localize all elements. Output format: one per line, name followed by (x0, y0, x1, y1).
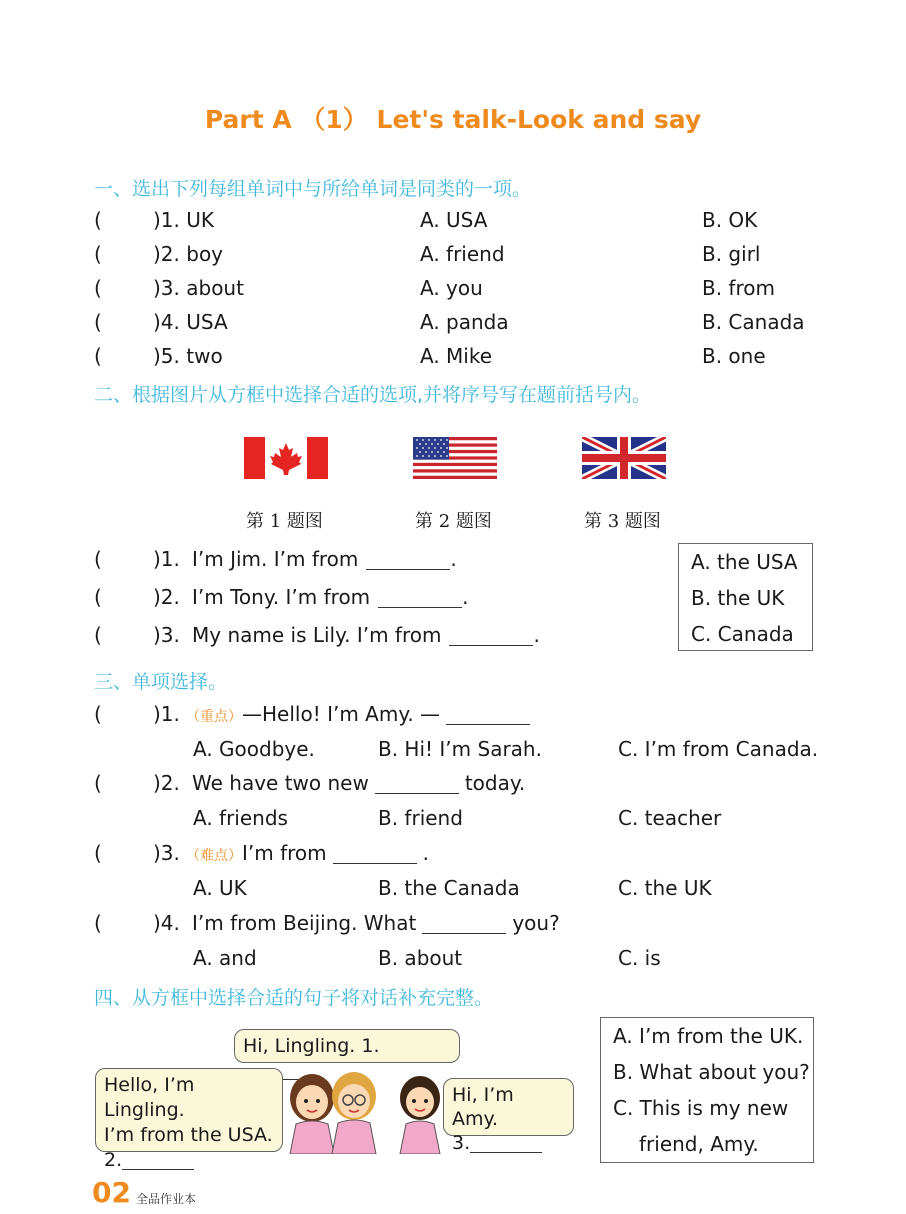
s3-question (186, 700, 536, 731)
s3-option-a: A. friends (193, 806, 288, 830)
answer-paren-open[interactable]: ( (94, 623, 102, 647)
s1-option-a: A. panda (420, 310, 509, 334)
s2-row (0, 583, 670, 611)
canada-flag-icon (244, 437, 328, 479)
s2-question-text: My name is Lily. I’m from (192, 623, 442, 647)
s2-question (192, 545, 457, 573)
s1-option-b: B. girl (702, 242, 761, 266)
s3-option-c: C. teacher (618, 806, 722, 830)
s2-question-text: I’m Tony. I’m from (192, 585, 371, 609)
s3-question-row (0, 839, 906, 867)
s3-options-row (0, 735, 906, 763)
bubble-left-line-2: I’m from the USA. (104, 1124, 273, 1146)
answer-paren-open[interactable]: ( (94, 208, 102, 232)
answer-paren-open[interactable]: ( (94, 702, 102, 726)
section-3-heading: 三、单项选择。 (94, 671, 228, 693)
s3-options-row (0, 944, 906, 972)
answer-blank[interactable] (422, 932, 506, 934)
s1-option-b: B. from (702, 276, 775, 300)
section-4-options-box (600, 1017, 814, 1163)
s3-option-b: B. friend (378, 806, 463, 830)
difficulty-tag: （难点） (186, 848, 242, 864)
flag-caption-3: 第 3 题图 (584, 511, 661, 532)
answer-blank-2[interactable] (122, 1168, 194, 1170)
s3-options-row (0, 804, 906, 832)
speech-bubble-top (234, 1029, 460, 1063)
speech-bubble-left (95, 1068, 283, 1171)
s1-option-a: A. you (420, 276, 483, 300)
page-number: 02 (92, 1176, 131, 1209)
s1-question: )3. about (153, 276, 244, 300)
flag-caption-1: 第 1 题图 (246, 511, 323, 532)
s1-option-b: B. OK (702, 208, 758, 232)
option-c: C. Canada (691, 622, 794, 646)
s1-option-a: A. friend (420, 242, 505, 266)
s3-number: )2. (153, 771, 180, 795)
s2-row (0, 545, 670, 573)
s1-option-b: B. Canada (702, 310, 805, 334)
s3-option-c: C. I’m from Canada. (618, 737, 819, 761)
answer-blank[interactable] (375, 792, 459, 794)
section-2-options-box (678, 543, 813, 651)
s1-question: )4. USA (153, 310, 228, 334)
s3-number: )1. (153, 702, 180, 726)
s1-row (0, 308, 906, 336)
bubble-left-line-3: 2. (104, 1149, 123, 1171)
usa-flag-icon (413, 437, 497, 479)
page-title: Part A （1） Let's talk-Look and say (204, 105, 702, 134)
s3-option-b: B. about (378, 946, 463, 970)
s3-question-text: I’m from (242, 841, 327, 865)
s1-row (0, 206, 906, 234)
s3-number: )3. (153, 841, 180, 865)
s3-option-c: C. is (618, 946, 661, 970)
s1-question: )2. boy (153, 242, 224, 266)
bubble-right-line-1: Hi, I’m Amy. (452, 1084, 514, 1130)
s1-option-a: A. USA (420, 208, 488, 232)
bubble-right-line-2: 3. (452, 1132, 471, 1154)
s1-option-b: B. one (702, 344, 766, 368)
s3-question-text: —Hello! I’m Amy. — (242, 702, 441, 726)
bubble-top-text: Hi, Lingling. 1. (243, 1035, 380, 1057)
answer-paren-open[interactable]: ( (94, 585, 102, 609)
uk-flag-icon (582, 437, 666, 479)
answer-blank[interactable] (366, 568, 450, 570)
section-2-heading: 二、根据图片从方框中选择合适的选项,并将序号写在题前括号内。 (94, 384, 652, 406)
bubble-left-line-1: Hello, I’m Lingling. (104, 1074, 195, 1121)
s2-number: )3. (153, 623, 180, 647)
s3-option-b: B. Hi! I’m Sarah. (378, 737, 542, 761)
answer-blank[interactable] (378, 606, 462, 608)
answer-paren-open[interactable]: ( (94, 344, 102, 368)
section-1-heading: 一、选出下列每组单词中与所给单词是同类的一项。 (94, 178, 532, 200)
s3-question (192, 769, 525, 797)
s1-question: )1. UK (153, 208, 214, 232)
s2-question (192, 621, 540, 649)
s2-question-end: . (462, 585, 469, 609)
s1-row (0, 342, 906, 370)
answer-paren-open[interactable]: ( (94, 242, 102, 266)
dialog-option-c: C. This is my new (613, 1096, 789, 1120)
answer-paren-open[interactable]: ( (94, 841, 102, 865)
s2-number: )2. (153, 585, 180, 609)
difficulty-tag: （重点） (186, 709, 242, 725)
s1-option-a: A. Mike (420, 344, 493, 368)
answer-blank-3[interactable] (470, 1151, 542, 1153)
answer-blank[interactable] (449, 644, 533, 646)
s2-question-text: I’m Jim. I’m from (192, 547, 359, 571)
dialog-option-a: A. I’m from the UK. (613, 1024, 804, 1048)
s3-number: )4. (153, 911, 180, 935)
section-4-heading: 四、从方框中选择合适的句子将对话补充完整。 (94, 987, 494, 1009)
s3-option-a: A. and (193, 946, 257, 970)
answer-paren-open[interactable]: ( (94, 310, 102, 334)
answer-paren-open[interactable]: ( (94, 911, 102, 935)
s2-row (0, 621, 670, 649)
s2-question-end: . (450, 547, 457, 571)
s2-question (192, 583, 469, 611)
s3-question-row (0, 909, 906, 937)
s3-question-end: today. (464, 771, 526, 795)
s3-option-a: A. UK (193, 876, 247, 900)
dialog-option-b: B. What about you? (613, 1060, 810, 1084)
s3-question-end: . (422, 841, 429, 865)
s3-option-b: B. the Canada (378, 876, 520, 900)
option-b: B. the UK (691, 586, 785, 610)
book-name: 全品作业本 (136, 1192, 197, 1206)
flag-caption-2: 第 2 题图 (415, 511, 492, 532)
s1-row (0, 274, 906, 302)
s3-question-text: I’m from Beijing. What (192, 911, 417, 935)
s3-question-text: We have two new (192, 771, 369, 795)
answer-paren-open[interactable]: ( (94, 276, 102, 300)
s2-question-end: . (533, 623, 540, 647)
s3-question (186, 839, 429, 870)
s3-options-row (0, 874, 906, 902)
s3-question-row (0, 700, 906, 728)
s1-question: )5. two (153, 344, 223, 368)
s1-row (0, 240, 906, 268)
s3-question-row (0, 769, 906, 797)
s3-option-a: A. Goodbye. (193, 737, 315, 761)
answer-blank[interactable] (333, 862, 417, 864)
answer-blank[interactable] (446, 723, 530, 725)
s3-option-c: C. the UK (618, 876, 712, 900)
answer-paren-open[interactable]: ( (94, 771, 102, 795)
answer-paren-open[interactable]: ( (94, 547, 102, 571)
dialog-option-c-cont: friend, Amy. (639, 1132, 759, 1156)
option-a: A. the USA (691, 550, 798, 574)
s2-number: )1. (153, 547, 180, 571)
s3-question-end: you? (512, 911, 560, 935)
speech-bubble-right (443, 1078, 574, 1154)
girls-illustration-icon (282, 1068, 452, 1154)
s3-question (192, 909, 560, 937)
